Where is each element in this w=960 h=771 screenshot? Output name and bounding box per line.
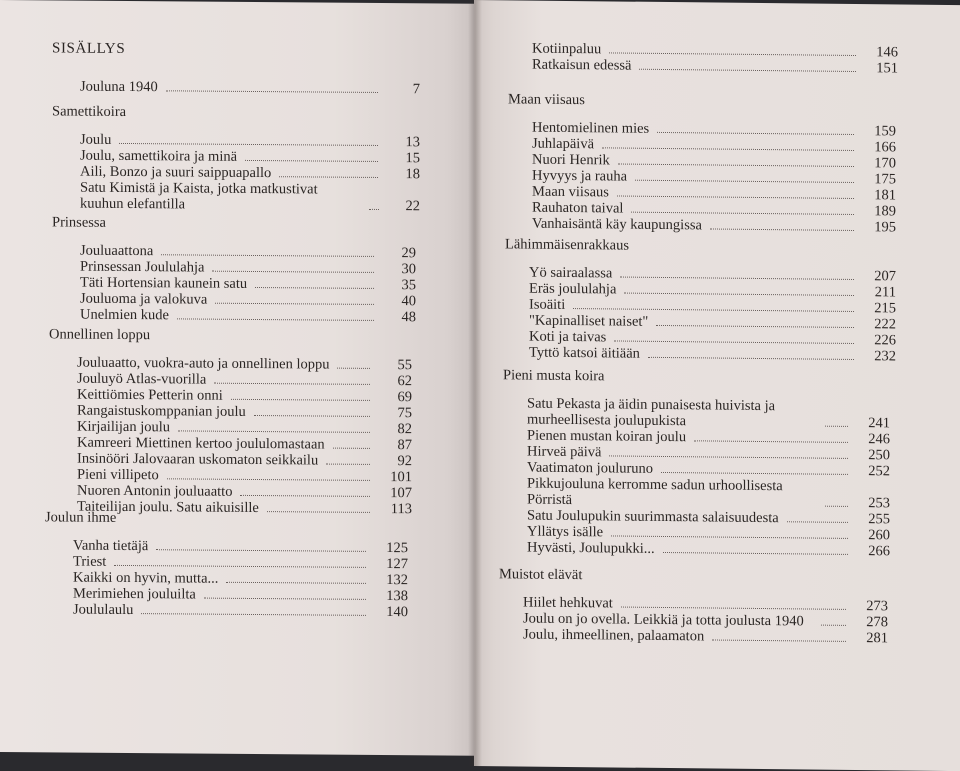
- page-number: 107: [390, 485, 412, 502]
- dot-leader: [609, 455, 848, 458]
- page-number: 132: [386, 572, 408, 589]
- toc-entry: [73, 602, 408, 621]
- entry-title: Prinsessan Joululahja: [80, 258, 205, 276]
- page-number: 13: [405, 134, 420, 151]
- dot-leader: [333, 448, 370, 449]
- entry-title: Jouluaattona: [80, 242, 154, 260]
- entry-title: Jouluaatto, vuokra-auto ja onnellinen loppu: [77, 354, 330, 373]
- dot-leader: [212, 271, 374, 273]
- section-title: Onnellinen loppu: [49, 326, 151, 344]
- toc-section: [503, 364, 890, 559]
- page-number: 175: [874, 171, 896, 188]
- entry-title: Juhlapäivä: [532, 135, 595, 153]
- dot-leader: [611, 535, 848, 538]
- entry-title: Pieni villipeto: [77, 466, 159, 484]
- page-number: 125: [386, 540, 408, 557]
- dot-leader: [663, 552, 848, 555]
- dot-leader: [694, 440, 848, 443]
- toc-entry: [527, 476, 890, 512]
- dot-leader: [161, 254, 374, 257]
- dot-leader: [710, 228, 854, 231]
- toc-section: [80, 73, 420, 98]
- page-number: 232: [874, 348, 896, 365]
- page-number: 127: [386, 556, 408, 573]
- toc-entry: [532, 57, 898, 77]
- entry-title: Täti Hortensian kaunein satu: [80, 274, 248, 292]
- dot-leader: [226, 582, 366, 584]
- page-number: 101: [390, 469, 412, 486]
- dot-leader: [661, 472, 848, 475]
- page-number: 87: [397, 437, 412, 454]
- toc-entry: [80, 180, 420, 215]
- entry-title: "Kapinalliset naiset": [529, 312, 649, 330]
- right-page: [474, 0, 960, 771]
- dot-leader: [119, 143, 378, 146]
- page-number: 62: [397, 373, 412, 390]
- dot-leader: [825, 426, 848, 427]
- entry-title: Tyttö katsoi äitiään: [529, 344, 640, 362]
- toc-entry: [80, 307, 416, 326]
- entry-title: Merimiehen jouluilta: [73, 585, 196, 603]
- entry-title: Joulu, ihmeellinen, palaamaton: [523, 626, 705, 645]
- dot-leader: [156, 549, 366, 552]
- dot-leader: [609, 52, 856, 56]
- entry-title: Vanhaisäntä käy kaupungissa: [532, 215, 702, 234]
- dot-leader: [620, 277, 854, 280]
- entry-title: Koti ja taivas: [529, 328, 607, 346]
- page-number: 151: [876, 60, 898, 77]
- page-number: 246: [868, 431, 890, 448]
- dot-leader: [255, 287, 374, 289]
- page-number: 253: [868, 495, 890, 512]
- page-number: 226: [874, 332, 896, 349]
- dot-leader: [204, 598, 366, 600]
- page-number: 55: [397, 357, 412, 374]
- toc-entry: [527, 396, 890, 432]
- entry-title: Triest: [73, 553, 107, 570]
- entry-title: Isoäiti: [529, 296, 566, 313]
- dot-leader: [114, 565, 366, 568]
- contents-title: SISÄLLYS: [52, 40, 126, 57]
- entry-title: Satu Kimistä ja Kaista, jotka matkustivat kuuhun elefantilla: [80, 179, 318, 213]
- entry-title: Aili, Bonzo ja suuri saippuapallo: [80, 163, 272, 182]
- entry-title: Kaikki on hyvin, mutta...: [73, 569, 219, 587]
- page-number: 92: [397, 453, 412, 470]
- dot-leader: [617, 195, 854, 198]
- page-number: 35: [401, 277, 416, 294]
- page-number: 166: [874, 139, 896, 156]
- entry-title: Kirjailijan joulu: [77, 418, 171, 436]
- page-number: 18: [405, 166, 420, 183]
- toc-entry: [529, 345, 896, 365]
- toc-entry: [532, 216, 896, 236]
- page-number: 138: [386, 588, 408, 605]
- page-number: 48: [401, 309, 416, 326]
- dot-leader: [177, 318, 374, 321]
- entry-title: Satu Joulupukin suurimmasta salaisuudesta: [527, 507, 779, 527]
- entry-title: Eräs joululahja: [529, 280, 617, 298]
- entry-title: Yllätys isälle: [527, 523, 604, 541]
- entry-title: Hentomielinen mies: [532, 119, 650, 137]
- entry-title: Insinööri Jalovaaran uskomaton seikkailu: [77, 450, 319, 469]
- page-number: 170: [874, 155, 896, 172]
- page-number: 30: [401, 261, 416, 278]
- dot-leader: [639, 69, 856, 72]
- entry-title: Hyvyys ja rauha: [532, 167, 628, 185]
- toc-section: [532, 41, 898, 77]
- dot-leader: [624, 293, 854, 296]
- dot-leader: [621, 607, 846, 610]
- toc-section: [52, 211, 416, 325]
- dot-leader: [614, 340, 854, 344]
- page-number: 278: [866, 614, 888, 631]
- toc-section: [499, 563, 888, 646]
- entry-title: Vaatimaton jouluruno: [527, 459, 654, 477]
- entry-title: Vanha tietäjä: [73, 537, 149, 555]
- dot-leader: [657, 132, 854, 135]
- entry-title: Jouluyö Atlas-vuorilla: [77, 370, 207, 388]
- dot-leader: [825, 506, 848, 507]
- dot-leader: [821, 625, 846, 626]
- entry-title: Unelmien kude: [80, 306, 169, 324]
- page-number: 215: [874, 300, 896, 317]
- dot-leader: [240, 495, 370, 497]
- page-number: 255: [868, 511, 890, 528]
- entry-title: Joululaulu: [73, 601, 134, 619]
- entry-title: Taiteilijan joulu. Satu aikuisille: [77, 498, 259, 517]
- entry-title: Joulu on jo ovella. Leikkiä ja totta joulusta 1940: [523, 610, 804, 630]
- entry-title: Nuori Henrik: [532, 151, 610, 169]
- entry-title: Hirveä päivä: [527, 443, 602, 461]
- entry-title: Nuoren Antonin jouluaatto: [77, 482, 233, 500]
- dot-leader: [167, 478, 370, 481]
- dot-leader: [787, 521, 848, 523]
- page-number: 241: [868, 415, 890, 432]
- dot-leader: [712, 639, 846, 641]
- dot-leader: [214, 383, 370, 385]
- dot-leader: [602, 147, 854, 151]
- dot-leader: [245, 160, 378, 162]
- entry-title: Jouluna 1940: [80, 78, 158, 96]
- entry-title: Yö sairaalassa: [529, 264, 613, 282]
- entry-title: Joulu: [80, 131, 112, 148]
- toc-section: [49, 323, 412, 517]
- page-number: 260: [868, 527, 890, 544]
- entry-title: Pienen mustan koiran joulu: [527, 427, 687, 446]
- page-number: 222: [874, 316, 896, 333]
- entry-title: Kotiinpaluu: [532, 40, 602, 58]
- dot-leader: [635, 180, 854, 183]
- toc-entry: [80, 73, 420, 98]
- page-number: 159: [874, 123, 896, 140]
- page-number: 146: [876, 44, 898, 61]
- entry-title: Satu Pekasta ja äidin punaisesta huivista ja murheellisesta joulupukista: [527, 395, 776, 430]
- dot-leader: [618, 164, 854, 167]
- dot-leader: [369, 209, 379, 210]
- section-title: Lähimmäisenrakkaus: [505, 236, 630, 254]
- toc-section: [45, 506, 408, 620]
- page-number: 15: [405, 150, 420, 167]
- page-number: 113: [390, 501, 412, 518]
- section-title: Maan viisaus: [508, 91, 585, 109]
- page-number: 29: [401, 245, 416, 262]
- page-number: 181: [874, 187, 896, 204]
- dot-leader: [631, 212, 854, 215]
- entry-title: Jouluoma ja valokuva: [80, 290, 208, 308]
- toc-section: [505, 233, 896, 364]
- toc-entry: [523, 627, 888, 647]
- dot-leader: [254, 415, 370, 417]
- page-number: 82: [397, 421, 412, 438]
- page-number: 140: [386, 604, 408, 621]
- toc-section: [508, 88, 896, 235]
- page-number: 281: [866, 630, 888, 647]
- section-title: Pieni musta koira: [503, 367, 605, 385]
- dot-leader: [141, 613, 366, 616]
- page-number: 189: [874, 203, 896, 220]
- dot-leader: [648, 357, 854, 360]
- section-title: Muistot elävät: [499, 566, 583, 584]
- page-number: 211: [874, 284, 896, 301]
- page-number: 266: [868, 543, 890, 560]
- dot-leader: [279, 176, 378, 178]
- left-page: [0, 0, 476, 756]
- page-number: 40: [401, 293, 416, 310]
- entry-title: Hiilet hehkuvat: [523, 594, 613, 612]
- section-title: Joulun ihme: [45, 509, 117, 526]
- dot-leader: [573, 308, 854, 312]
- entry-title: Maan viisaus: [532, 183, 609, 201]
- dot-leader: [215, 303, 374, 305]
- dot-leader: [337, 368, 370, 369]
- entry-title: Pikkujouluna kerromme sadun urhoollisesta Pörristä: [527, 475, 783, 509]
- toc-entry: [527, 540, 890, 560]
- dot-leader: [166, 90, 378, 93]
- dot-leader: [326, 464, 370, 465]
- page-number: 273: [866, 598, 888, 615]
- page-number: 75: [397, 405, 412, 422]
- book-gutter: [468, 0, 482, 766]
- section-title: Prinsessa: [52, 214, 106, 231]
- page-number: 252: [868, 463, 890, 480]
- page-number: 69: [397, 389, 412, 406]
- dot-leader: [656, 325, 854, 328]
- entry-title: Kamreeri Miettinen kertoo joululomastaan: [77, 434, 325, 453]
- entry-title: Hyvästi, Joulupukki...: [527, 539, 655, 557]
- toc-section: [52, 100, 420, 214]
- section-title: Samettikoira: [52, 103, 127, 120]
- entry-title: Ratkaisun edessä: [532, 56, 632, 74]
- page-number: 22: [405, 198, 420, 215]
- dot-leader: [231, 399, 370, 401]
- entry-title: Joulu, samettikoira ja minä: [80, 147, 238, 165]
- page-number: 250: [868, 447, 890, 464]
- page-number: 7: [412, 81, 420, 98]
- page-number: 207: [874, 268, 896, 285]
- entry-title: Rangaistuskomppanian joulu: [77, 402, 246, 420]
- entry-title: Rauhaton taival: [532, 199, 624, 217]
- entry-title: Keittiömies Petterin onni: [77, 386, 223, 404]
- toc-entry: [73, 538, 408, 557]
- dot-leader: [178, 430, 370, 433]
- page-number: 195: [874, 219, 896, 236]
